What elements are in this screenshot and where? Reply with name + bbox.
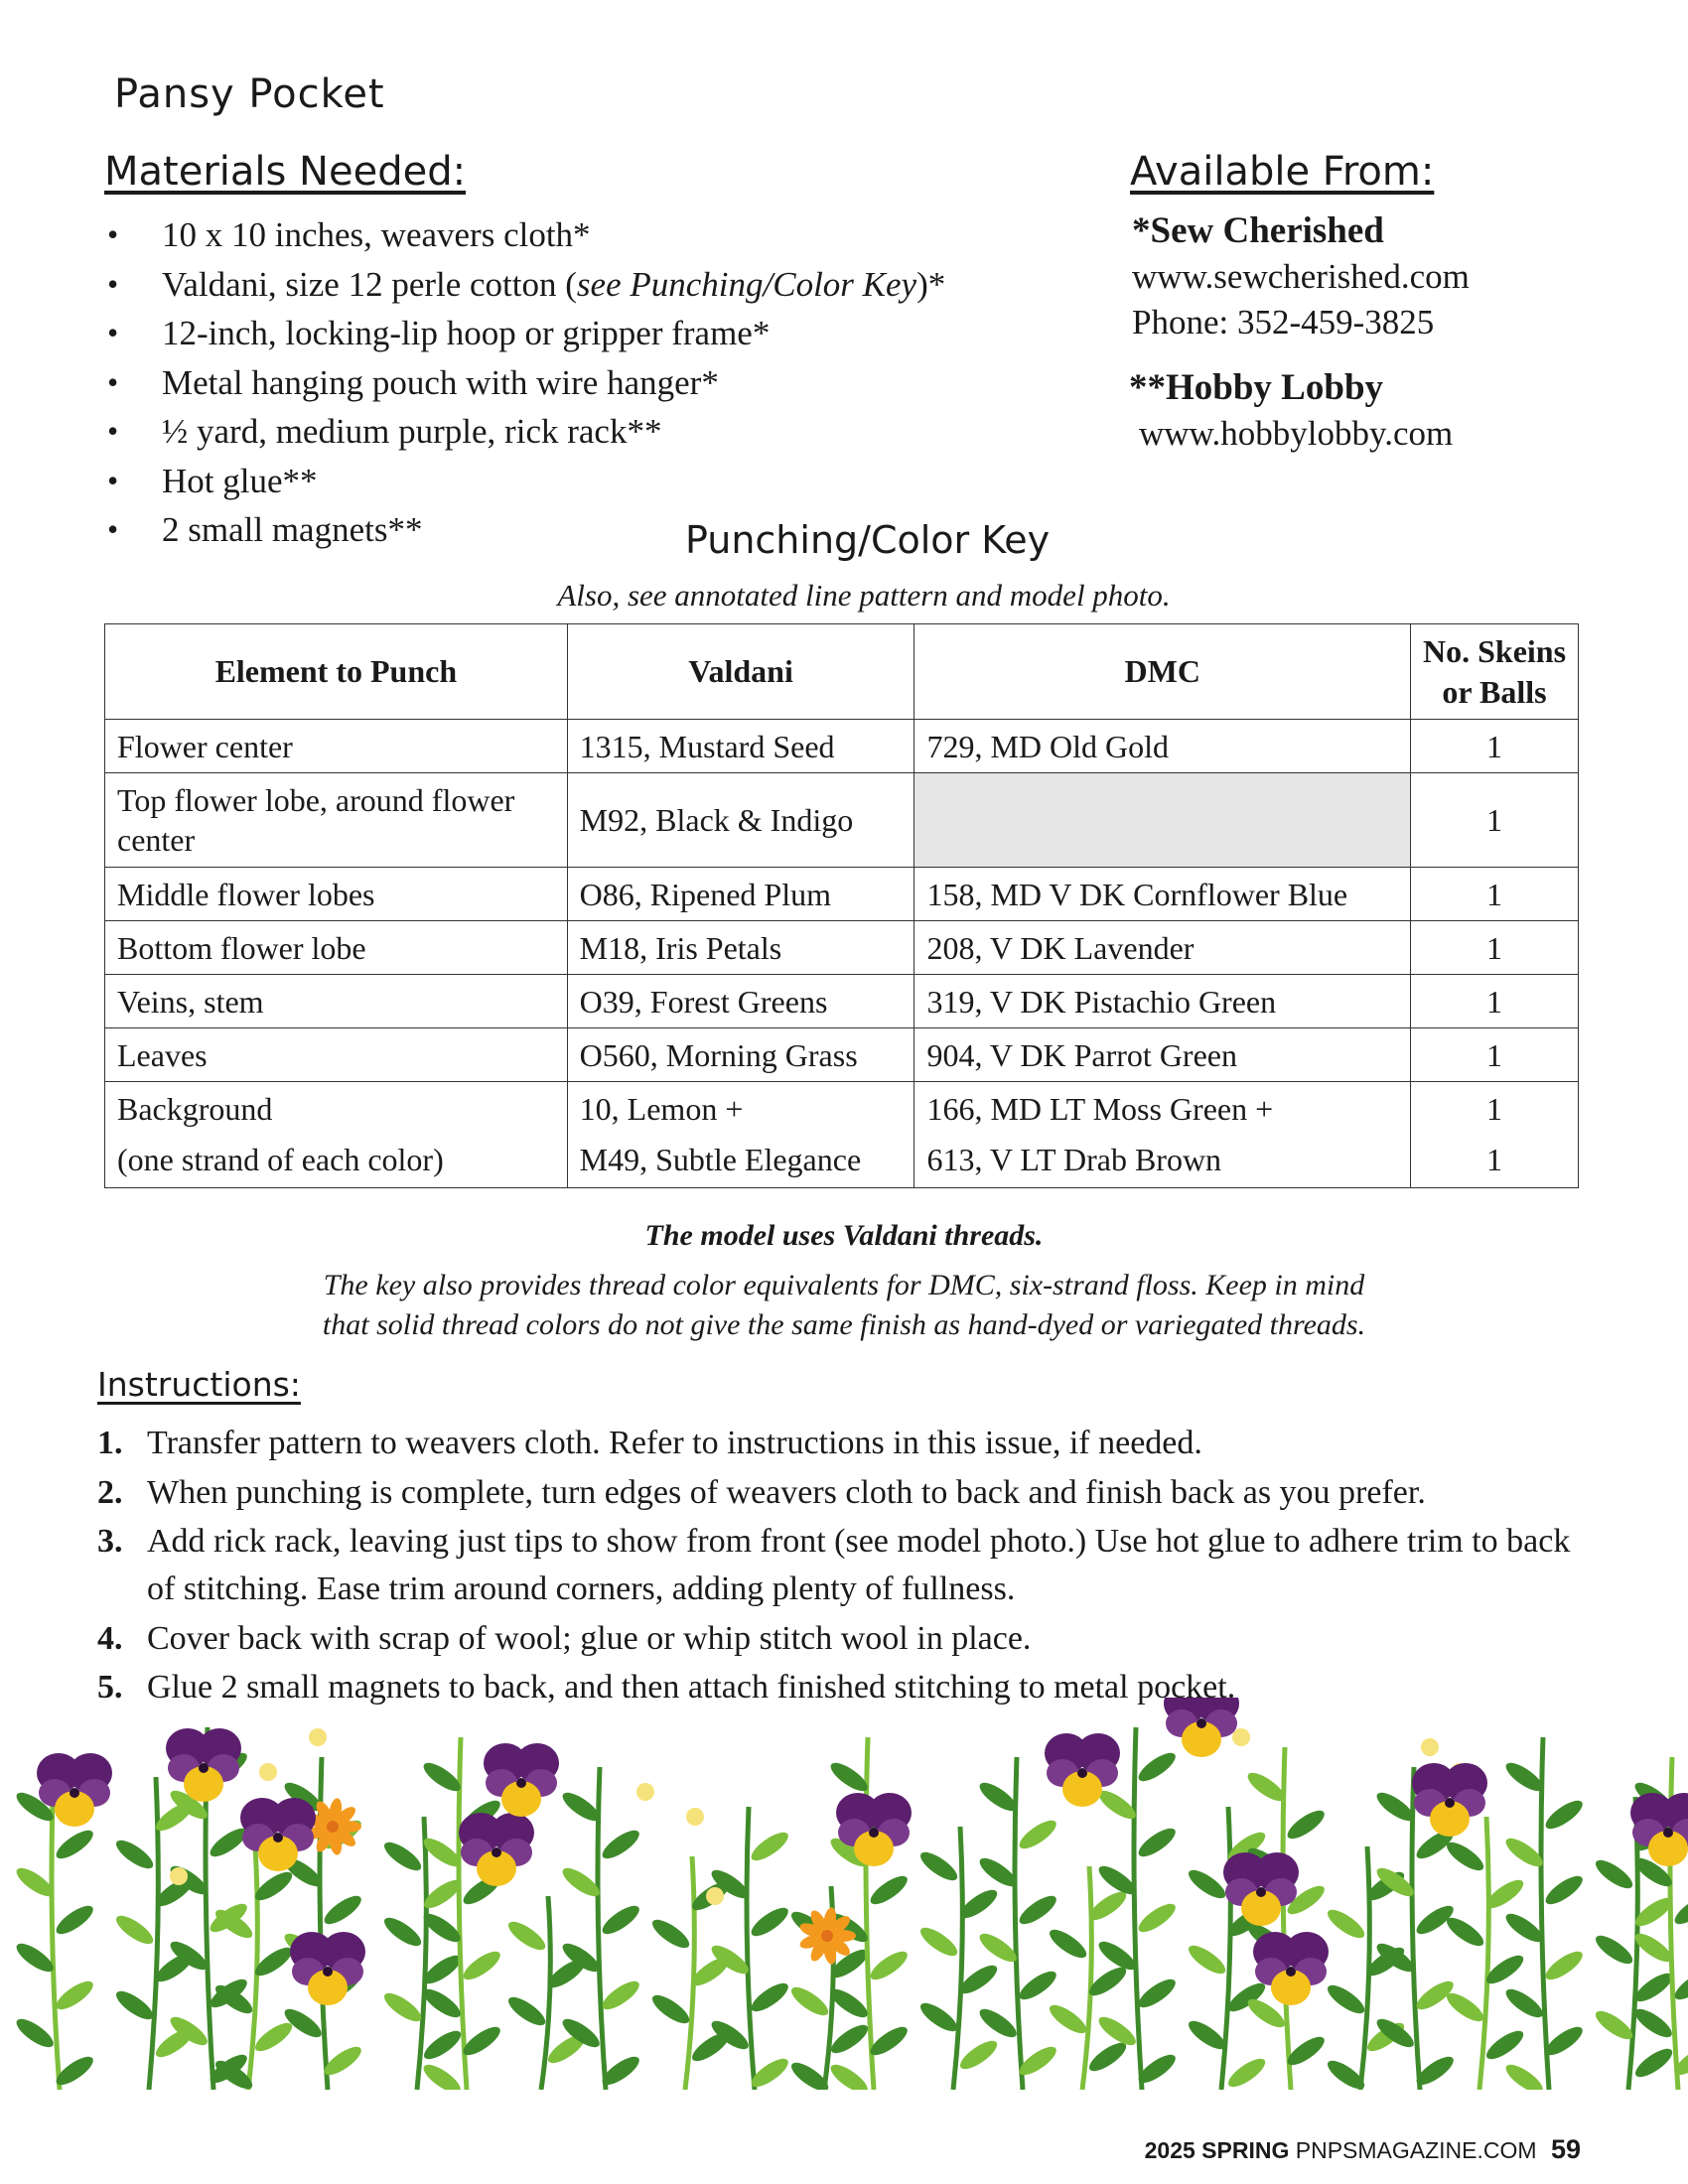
leaf-stitch — [1185, 1865, 1229, 1903]
bud-stitch — [1232, 1728, 1250, 1746]
list-item — [107, 407, 945, 457]
leaf-stitch — [916, 1847, 961, 1885]
vendor-name: **Hobby Lobby — [1129, 367, 1384, 408]
cell-qty: 1 — [1411, 921, 1579, 975]
cell-qty — [1411, 1082, 1579, 1188]
leaf-stitch — [648, 1990, 693, 2028]
leaf-stitch — [1284, 1806, 1329, 1843]
step-number: 5. — [97, 1669, 123, 1706]
leaf-stitch — [1502, 2060, 1547, 2090]
cell-element: Leaves — [105, 1028, 568, 1082]
table-header-row — [105, 624, 1579, 720]
cell-valdani: O39, Forest Greens — [567, 975, 914, 1028]
cell-qty: 1 — [1411, 975, 1579, 1028]
cell-line: 10, Lemon + — [579, 1091, 744, 1127]
vendor-name: *Sew Cherished — [1132, 210, 1384, 251]
leaf-stitch — [321, 1891, 365, 1929]
material-text: 10 x 10 inches, weavers cloth* — [162, 215, 591, 254]
leaf-stitch — [1185, 2016, 1229, 2054]
step-number: 2. — [97, 1473, 123, 1511]
bud-stitch — [259, 1763, 277, 1781]
cell-dmc: 319, V DK Pistachio Green — [914, 975, 1411, 1028]
material-italic: see Punching/Color Key — [576, 264, 917, 304]
table-row — [105, 720, 1579, 773]
leaf-stitch — [599, 1826, 643, 1863]
cell-qty: 1 — [1411, 1028, 1579, 1082]
cell-qty: 1 — [1411, 773, 1579, 868]
cell-line: Background — [117, 1091, 273, 1127]
leaf-stitch — [380, 1988, 425, 2026]
step-number: 1. — [97, 1425, 123, 1461]
list-item — [107, 210, 945, 260]
key-note — [0, 1266, 1688, 1345]
model-note: The model uses Valdani threads. — [644, 1219, 1044, 1252]
stem-stitch — [866, 1737, 874, 2090]
leaf-stitch — [599, 1977, 643, 2014]
leaf-stitch — [380, 1838, 425, 1875]
leaf-stitch — [1542, 1947, 1587, 1984]
pansy-center — [273, 1833, 283, 1843]
leaf-stitch — [1502, 1984, 1547, 2022]
leaf-stitch — [827, 2020, 872, 2058]
leaf-stitch — [867, 1947, 912, 1984]
table-row — [105, 773, 1579, 868]
cell-dmc: 904, V DK Parrot Green — [914, 1028, 1411, 1082]
instruction-step — [97, 1518, 1607, 1613]
step-text: Transfer pattern to weavers cloth. Refer to instructions in this issue, if needed. — [147, 1425, 1202, 1461]
leaf-stitch — [420, 1984, 465, 2022]
daisy-center — [821, 1930, 833, 1942]
leaf-stitch — [1224, 2054, 1269, 2090]
table-row — [105, 1082, 1579, 1188]
instruction-step — [97, 1469, 1607, 1517]
pansy-center — [492, 1847, 501, 1857]
leaf-stitch — [251, 2018, 296, 2056]
table-row — [105, 1028, 1579, 1082]
material-text: Valdani, size 12 perle cotton ( — [162, 264, 577, 304]
cell-dmc: 729, MD Old Gold — [914, 720, 1411, 773]
key-note-line: that solid thread colors do not give the same finish as hand-dyed or variegated threads. — [322, 1308, 1366, 1341]
cell-element: Top flower lobe, around flower center — [105, 773, 568, 868]
stem-stitch — [1082, 1866, 1091, 2090]
key-note-line: The key also provides thread color equivalents for DMC, six-strand floss. Keep in mind — [323, 1269, 1365, 1301]
floral-border — [0, 1698, 1688, 2090]
page-title: Pansy Pocket — [114, 71, 385, 117]
material-text: 12-inch, locking-lip hoop or gripper frame* — [162, 314, 771, 352]
leaf-stitch — [1016, 1891, 1060, 1929]
leaf-stitch — [1085, 2038, 1130, 2076]
cell-line: 1 — [1486, 1091, 1503, 1127]
bud-stitch — [170, 1867, 188, 1885]
leaf-stitch — [1592, 1855, 1636, 1893]
leaf-stitch — [1443, 1838, 1487, 1875]
cell-line: M49, Subtle Elegance — [579, 1142, 862, 1177]
bud-stitch — [686, 1808, 704, 1826]
vendor-hobby-lobby — [1129, 365, 1453, 457]
leaf-stitch — [420, 2060, 465, 2090]
leaf-stitch — [1016, 1816, 1060, 1853]
material-text: ½ yard, medium purple, rick rack** — [162, 412, 662, 451]
cell-line: 613, V LT Drab Brown — [926, 1142, 1222, 1177]
leaf-stitch — [1542, 1871, 1587, 1909]
vendor-url[interactable]: www.sewcherished.com — [1132, 257, 1470, 296]
leaf-stitch — [867, 1871, 912, 1909]
leaf-stitch — [956, 2036, 1001, 2074]
leaf-stitch — [53, 1977, 97, 2014]
leaf-stitch — [53, 1901, 97, 1939]
leaf-stitch — [1592, 2006, 1636, 2044]
stem-stitch — [953, 1827, 962, 2090]
page-number: 59 — [1550, 2134, 1581, 2164]
leaf-stitch — [1482, 2026, 1527, 2064]
list-item — [107, 260, 945, 310]
leaf-stitch — [1046, 2000, 1090, 2038]
bud-stitch — [309, 1728, 327, 1746]
leaf-stitch — [1671, 1891, 1688, 1929]
cell-valdani — [567, 1082, 914, 1188]
column-header: No. Skeins or Balls — [1411, 624, 1579, 720]
list-item — [107, 457, 945, 506]
leaf-stitch — [460, 1947, 504, 1984]
leaf-stitch — [787, 1982, 832, 2020]
color-key-heading: Punching/Color Key — [685, 518, 1051, 562]
cell-line: 1 — [1486, 1142, 1503, 1177]
pansy-center — [516, 1778, 526, 1788]
leaf-stitch — [112, 1911, 157, 1949]
leaf-stitch — [1135, 1899, 1180, 1937]
step-number: 3. — [97, 1523, 123, 1560]
leaf-stitch — [1443, 1913, 1487, 1951]
cell-dmc: 208, V DK Lavender — [914, 921, 1411, 975]
leaf-stitch — [504, 1992, 549, 2030]
leaf-stitch — [1135, 1975, 1180, 2012]
leaf-stitch — [1185, 1941, 1229, 1979]
leaf-stitch — [599, 1901, 643, 1939]
vendor-url[interactable]: www.hobbylobby.com — [1139, 414, 1454, 453]
leaf-stitch — [1631, 2044, 1676, 2082]
vendor-sew-cherished — [1132, 208, 1470, 345]
leaf-stitch — [1135, 1748, 1180, 1786]
pansy-center — [1196, 1718, 1206, 1728]
material-text-end: )* — [916, 264, 946, 304]
leaf-stitch — [1324, 1980, 1368, 2018]
instructions-list — [97, 1420, 1607, 1713]
leaf-stitch — [112, 1986, 157, 2024]
leaf-stitch — [420, 2026, 465, 2064]
cell-qty: 1 — [1411, 868, 1579, 921]
pansy-center — [199, 1763, 209, 1773]
list-item — [107, 358, 945, 408]
column-header: DMC — [914, 624, 1411, 720]
leaf-stitch — [1135, 1824, 1180, 1861]
step-text: When punching is complete, turn edges of weavers cloth to back and finish back as you prefer. — [147, 1473, 1426, 1511]
leaf-stitch — [748, 1903, 792, 1941]
leaf-stitch — [53, 1826, 97, 1863]
leaf-stitch — [1592, 1931, 1636, 1969]
stem-stitch — [1360, 1846, 1369, 2090]
cell-line: 166, MD LT Moss Green + — [926, 1091, 1274, 1127]
step-text: Cover back with scrap of wool; glue or whip stitch wool in place. — [147, 1619, 1032, 1657]
available-heading: Available From: — [1130, 149, 1435, 195]
instruction-step — [97, 1420, 1607, 1467]
materials-heading: Materials Needed: — [104, 149, 467, 195]
cell-qty: 1 — [1411, 720, 1579, 773]
stem-stitch — [417, 1817, 426, 2090]
footer-season: 2025 SPRING — [1144, 2137, 1290, 2163]
pansy-center — [1286, 1967, 1296, 1977]
stem-stitch — [1541, 1737, 1549, 2090]
cell-element — [105, 1082, 568, 1188]
leaf-stitch — [1631, 2004, 1676, 2042]
leaf-stitch — [648, 1915, 693, 1953]
column-header: Element to Punch — [105, 624, 568, 720]
cell-dmc: 158, MD V DK Cornflower Blue — [914, 868, 1411, 921]
leaf-stitch — [112, 1836, 157, 1873]
materials-list — [107, 210, 945, 555]
cell-valdani: 1315, Mustard Seed — [567, 720, 914, 773]
pansy-center — [1256, 1887, 1266, 1897]
leaf-stitch — [13, 2014, 58, 2052]
vendor-phone: Phone: 352-459-3825 — [1132, 303, 1435, 341]
cell-element: Veins, stem — [105, 975, 568, 1028]
leaf-stitch — [1046, 1925, 1090, 1963]
stem-stitch — [1134, 1727, 1142, 2090]
bud-stitch — [1421, 1738, 1439, 1756]
color-key-table — [104, 623, 1579, 1188]
leaf-stitch — [748, 1828, 792, 1865]
cell-valdani: O560, Morning Grass — [567, 1028, 914, 1082]
pansy-center — [1445, 1798, 1455, 1808]
leaf-stitch — [1443, 1988, 1487, 2026]
step-number: 4. — [97, 1619, 123, 1657]
leaf-stitch — [1324, 1905, 1368, 1943]
table-row — [105, 868, 1579, 921]
step-text: Add rick rack, leaving just tips to show from front (see model photo.) Use hot glue to adhere trim to back of stitching. Ease trim around corners, adding plenty of fullness. — [147, 1523, 1571, 1607]
page-footer — [1145, 2134, 1581, 2165]
pansy-center — [323, 1967, 333, 1977]
cell-valdani: M92, Black & Indigo — [567, 773, 914, 868]
color-key-subtitle: Also, see annotated line pattern and model photo. — [557, 578, 1171, 613]
material-text: Hot glue** — [162, 461, 318, 500]
material-text: Metal hanging pouch with wire hanger* — [162, 362, 719, 402]
footer-site: PNPSMAGAZINE.COM — [1295, 2137, 1537, 2163]
table-row — [105, 975, 1579, 1028]
cell-valdani: O86, Ripened Plum — [567, 868, 914, 921]
leaf-stitch — [380, 1913, 425, 1951]
pansy-center — [869, 1828, 879, 1838]
cell-element: Bottom flower lobe — [105, 921, 568, 975]
instructions-heading: Instructions: — [97, 1365, 301, 1404]
table-row — [105, 921, 1579, 975]
leaf-stitch — [748, 1979, 792, 2016]
cell-valdani: M18, Iris Petals — [567, 921, 914, 975]
material-text: 2 small magnets** — [162, 510, 423, 549]
pansy-center — [70, 1788, 79, 1798]
instruction-step — [97, 1615, 1607, 1663]
pansy-center — [1663, 1828, 1673, 1838]
column-header: Valdani — [567, 624, 914, 720]
cell-dmc-empty — [914, 773, 1411, 868]
cell-element: Flower center — [105, 720, 568, 773]
leaf-stitch — [916, 1923, 961, 1961]
stem-stitch — [248, 1846, 257, 2090]
bud-stitch — [706, 1887, 724, 1905]
pansy-center — [1077, 1768, 1087, 1778]
leaf-stitch — [1542, 1796, 1587, 1834]
cell-line: (one strand of each color) — [117, 1142, 444, 1177]
step-text: Glue 2 small magnets to back, and then attach finished stitching to metal pocket. — [147, 1669, 1236, 1706]
stem-stitch — [1479, 1817, 1488, 2090]
leaf-stitch — [916, 1998, 961, 2036]
leaf-stitch — [504, 1917, 549, 1955]
leaf-stitch — [827, 2060, 872, 2090]
cell-element: Middle flower lobes — [105, 868, 568, 921]
leaf-stitch — [976, 2004, 1021, 2042]
bud-stitch — [636, 1783, 654, 1801]
list-item — [107, 309, 945, 358]
leaf-stitch — [1016, 1967, 1060, 2004]
daisy-center — [327, 1821, 339, 1833]
cell-dmc — [914, 1082, 1411, 1188]
